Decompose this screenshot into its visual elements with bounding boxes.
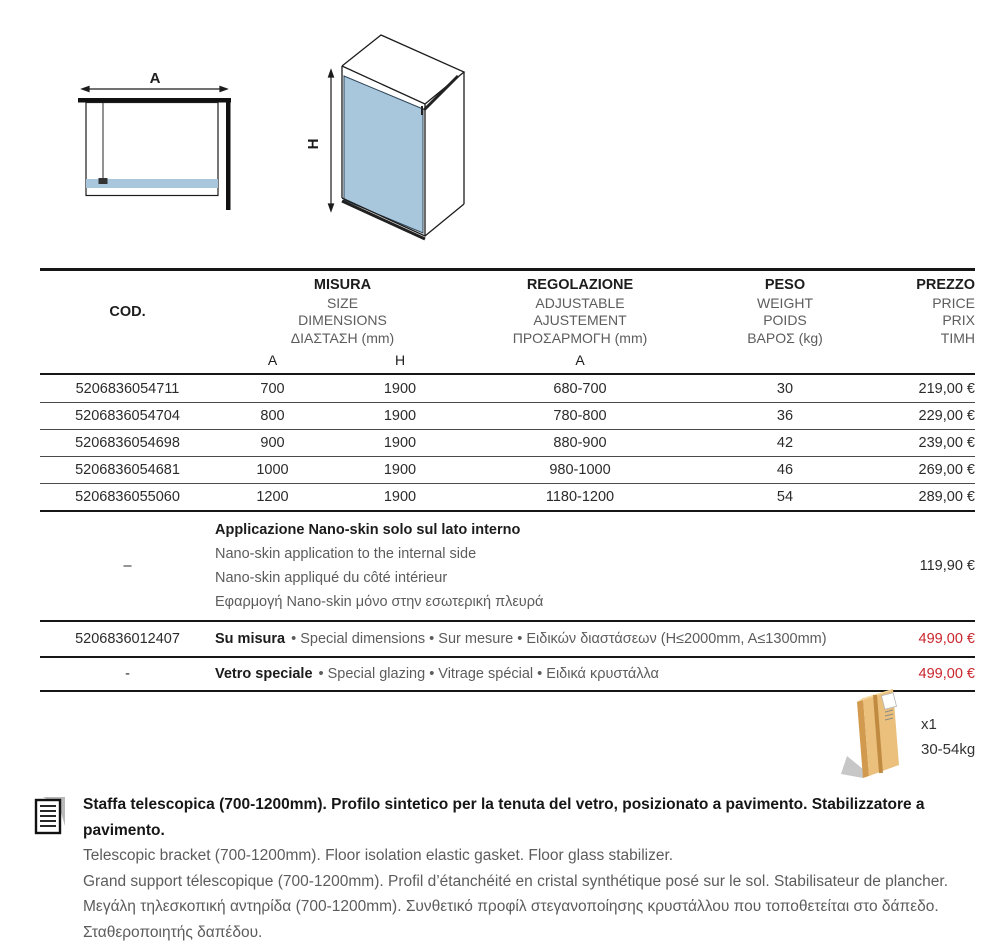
nano-skin-row <box>40 510 975 620</box>
elevation-3d-diagram <box>298 20 523 250</box>
cell-width: 900 <box>260 435 285 451</box>
spec-sheet-icon <box>33 796 67 842</box>
column-header-prezzo: PREZZO PRICE PRIX ΤΙΜΗ <box>916 277 975 346</box>
column-header-peso: PESO WEIGHT POIDS ΒΑΡΟΣ (kg) <box>747 277 823 346</box>
packaging-info <box>833 686 975 778</box>
cell-width: 1200 <box>256 489 289 505</box>
nano-skin-line-el: Εφαρμογή Nano-skin μόνο στην εσωτερική πλευρά <box>215 594 544 610</box>
cell-cod: 5206836054711 <box>75 380 180 397</box>
table-row <box>40 402 975 429</box>
package-weight-range: 30-54kg <box>921 741 976 758</box>
cell-cod: - <box>125 666 130 682</box>
package-box-icon <box>833 686 911 778</box>
note-french: Grand support télescopique (700-1200mm). Profil d’étanchéité en cristal synthétique posé sur le sol. Stabilisateur de plancher. <box>83 872 949 890</box>
plan-wall-right <box>226 98 231 210</box>
elevation-glass-panel <box>344 76 423 233</box>
table-header <box>40 271 975 347</box>
cell-height: 1900 <box>383 462 417 478</box>
cell-adjustable: 980-1000 <box>549 462 611 478</box>
spec-table <box>40 268 975 692</box>
cell-weight: 54 <box>776 489 794 505</box>
cell-cod: 5206836012407 <box>75 631 180 647</box>
cell-width: 800 <box>260 408 285 424</box>
nano-skin-line-en: Nano-skin application to the internal side <box>215 546 477 562</box>
cell-height: 1900 <box>383 408 417 424</box>
note-greek: Μεγάλη τηλεσκοπική αντηρίδα (700-1200mm). Συνθετικό προφίλ στεγανοποίησης κρυστάλλου που τοποθετείται στο δάπεδο. Σταθεροποιητής δαπέδου. <box>83 898 939 941</box>
table-body <box>40 373 975 510</box>
column-header-misura: MISURA SIZE DIMENSIONS ΔΙΑΣΤΑΣΗ (mm) <box>290 277 395 346</box>
table-row <box>40 429 975 456</box>
table-row <box>40 456 975 483</box>
column-header-regolazione: REGOLAZIONE ADJUSTABLE AJUSTEMENT ΠΡΟΣΑΡΜΟΓΗ (mm) <box>512 277 648 346</box>
cell-height: 1900 <box>383 435 417 451</box>
elevation-dim-label: H <box>305 138 322 150</box>
nano-skin-line-it: Applicazione Nano-skin solo sul lato interno <box>215 522 521 538</box>
cell-weight: 46 <box>776 462 794 478</box>
cell-weight: 36 <box>776 408 794 424</box>
cell-price: 499,00 € <box>918 666 975 682</box>
cell-cod: 5206836055060 <box>75 489 180 505</box>
subheader-a: A <box>267 352 278 368</box>
cell-adjustable: 780-800 <box>553 408 607 424</box>
plan-dim-label: A <box>149 70 161 87</box>
cell-price: 219,00 € <box>918 380 975 397</box>
table-row <box>40 483 975 510</box>
cell-cod: 5206836054698 <box>75 435 180 451</box>
product-notes <box>33 792 983 945</box>
cell-adjustable: 680-700 <box>553 380 607 397</box>
cell-price: 499,00 € <box>918 631 975 647</box>
plan-dim-arrow <box>82 87 227 92</box>
cell-adjustable: 1180-1200 <box>545 489 615 505</box>
su-misura-row <box>40 620 975 656</box>
plan-view-diagram <box>58 28 308 253</box>
product-notes-text <box>83 792 983 945</box>
column-header-cod: COD. <box>109 304 146 320</box>
cell-price: 119,90 € <box>919 558 975 574</box>
cell-price: 269,00 € <box>918 462 975 478</box>
cell-height: 1900 <box>383 380 417 397</box>
nano-skin-description <box>215 518 880 614</box>
elevation-dim-arrow <box>329 70 334 211</box>
table-subheader <box>40 347 975 373</box>
cell-weight: 42 <box>776 435 794 451</box>
cell-width: 1000 <box>256 462 289 478</box>
cell-adjustable: 880-900 <box>553 435 607 451</box>
cell-cod: – <box>123 558 132 574</box>
subheader-h: H <box>394 352 406 368</box>
cell-width: 700 <box>260 380 285 397</box>
package-labels <box>921 712 975 762</box>
cell-cod: 5206836054704 <box>75 408 180 424</box>
cell-height: 1900 <box>383 489 417 505</box>
su-misura-description: Su misura • Special dimensions • Sur mesure • Ειδικών διαστάσεων (H≤2000mm, A≤1300mm) <box>215 631 827 647</box>
cell-price: 289,00 € <box>918 489 975 505</box>
package-quantity: x1 <box>921 716 937 733</box>
cell-weight: 30 <box>776 380 794 397</box>
plan-wall-top <box>78 98 231 103</box>
note-english: Telescopic bracket (700-1200mm). Floor isolation elastic gasket. Floor glass stabilizer. <box>83 847 674 864</box>
vetro-speciale-description: Vetro speciale • Special glazing • Vitrage spécial • Ειδικά κρυστάλλα <box>215 666 659 682</box>
subheader-adjustable-a: A <box>575 352 585 368</box>
cell-price: 229,00 € <box>918 408 975 424</box>
plan-stabilizer-foot <box>99 178 108 184</box>
nano-skin-line-fr: Nano-skin appliqué du côté intérieur <box>215 570 448 586</box>
note-italian: Staffa telescopica (700-1200mm). Profilo sintetico per la tenuta del vetro, posizionato a pavimento. Stabilizzatore a pavimento. <box>83 796 925 839</box>
table-row <box>40 375 975 402</box>
cell-cod: 5206836054681 <box>75 462 180 478</box>
cell-price: 239,00 € <box>918 435 975 451</box>
elevation-stabilizer-bar <box>424 76 458 110</box>
